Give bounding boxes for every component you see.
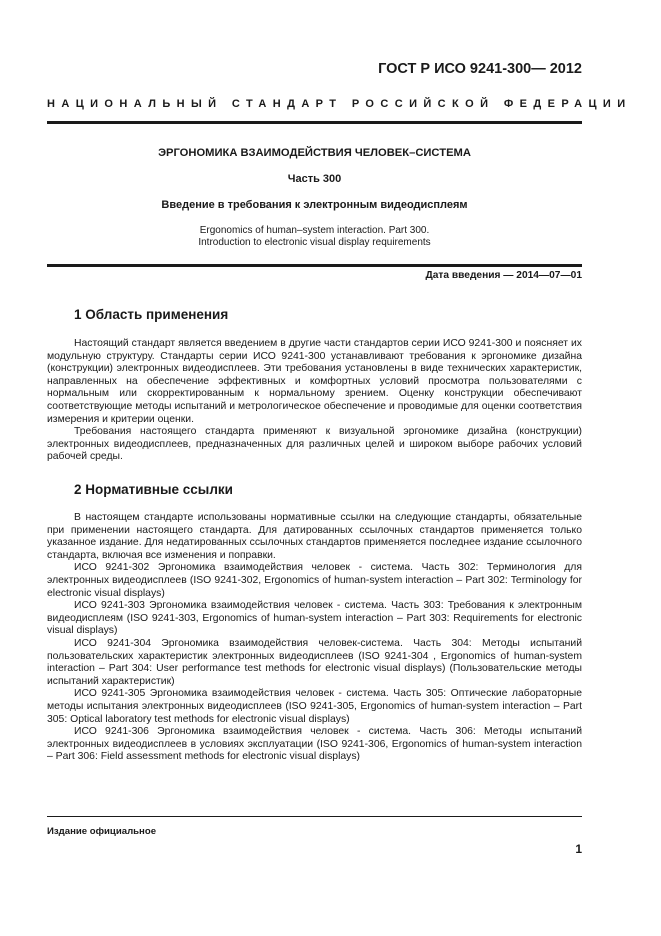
reference-item: ИСО 9241-303 Эргономика взаимодействия человек - система. Часть 303: Требования к электронным видеодисплеям (ISO 9241-303, Ergonomics of human-system interaction – Part 303: Requirements for electronic visual displays) bbox=[47, 600, 582, 637]
section-2-heading: 2 Нормативные ссылки bbox=[74, 482, 233, 497]
title-rule bbox=[47, 264, 582, 267]
footer-rule bbox=[47, 816, 582, 817]
standard-subtitle: Введение в требования к электронным видеодисплеям bbox=[161, 199, 468, 211]
introduction-date: Дата введения — 2014—07—01 bbox=[425, 270, 582, 281]
section-1-body bbox=[47, 338, 582, 464]
section-1-heading: 1 Область применения bbox=[74, 307, 229, 322]
english-title bbox=[47, 225, 582, 248]
page-number: 1 bbox=[575, 842, 582, 856]
section-2-body bbox=[47, 512, 582, 764]
english-title-line-2: Introduction to electronic visual display requirements bbox=[198, 236, 431, 248]
reference-item: ИСО 9241-306 Эргономика взаимодействия человек - система. Часть 306: Методы испытаний электронных видеодисплеев в условиях эксплуатации (ISO 9241-306, Ergonomics of human-system interaction – Part 306: Field assessment methods for electronic visual displays) bbox=[47, 726, 582, 763]
reference-item: ИСО 9241-304 Эргономика взаимодействия человек-система. Часть 304: Методы испытаний пользовательских характеристик электронных видеодисплеев (ISO 9241-304 , Ergonomics of human-system interaction – Part 304: User performance test methods for electronic visual displays) (Пользовательские методы испытаний характеристик) bbox=[47, 637, 582, 687]
reference-item: ИСО 9241-305 Эргономика взаимодействия человек - система. Часть 305: Оптические лабораторные методы испытания электронных видеодисплеев (ISO 9241-305, Ergonomics of human-system interaction – Part 305: Optical laboratory test methods for electronic visual displays) bbox=[47, 688, 582, 725]
paragraph: Требования настоящего стандарта применяют к визуальной эргономике дизайна (конструкции) электронных видеодисплеев, предназначенных для различных целей и широком выборе рабочих условий рабочей среды. bbox=[47, 426, 582, 463]
document-number: ГОСТ Р ИСО 9241-300— 2012 bbox=[378, 61, 582, 77]
paragraph: В настоящем стандарте использованы нормативные ссылки на следующие стандарты, обязательные при применении настоящего стандарта. Для датированных ссылочных стандартов применяется только указанное издание. Для недатированных ссылочных стандартов применяется последнее издание ссылочного стандарта, включая все изменения и поправки. bbox=[47, 512, 582, 561]
official-edition-label: Издание официальное bbox=[47, 826, 157, 837]
national-standard-banner: НАЦИОНАЛЬНЫЙ СТАНДАРТ РОССИЙСКОЙ ФЕДЕРАЦИИ bbox=[47, 98, 632, 110]
standard-part: Часть 300 bbox=[287, 173, 342, 185]
standard-title: ЭРГОНОМИКА ВЗАИМОДЕЙСТВИЯ ЧЕЛОВЕК–СИСТЕМА bbox=[158, 147, 471, 159]
reference-item: ИСО 9241-302 Эргономика взаимодействия человек - система. Часть 302: Терминология для электронных видеодисплеев (ISO 9241-302, Ergonomics of human-system interaction – Part 302: Terminology for electronic visual displays) bbox=[47, 562, 582, 599]
header-rule bbox=[47, 121, 582, 124]
english-title-line-1: Ergonomics of human–system interaction. Part 300. bbox=[199, 225, 430, 236]
paragraph: Настоящий стандарт является введением в другие части стандартов серии ИСО 9241-300 и поясняет их модульную структуру. Стандарты серии ИСО 9241-300 устанавливают требования к эргономике дизайна (конструкции) электронных видеодисплеев. Эти требования установлены в виде технических характеристик, направленных на обеспечение эффективных и комфортных условий просмотра пользователями с нормальным или скорректированным к нормальному зрением. Оценку конструкции обеспечивают соответствующие методы испытаний и метрологическое обеспечение и проводимые для оценки соответствия измерения и критерии оценки. bbox=[47, 338, 582, 425]
